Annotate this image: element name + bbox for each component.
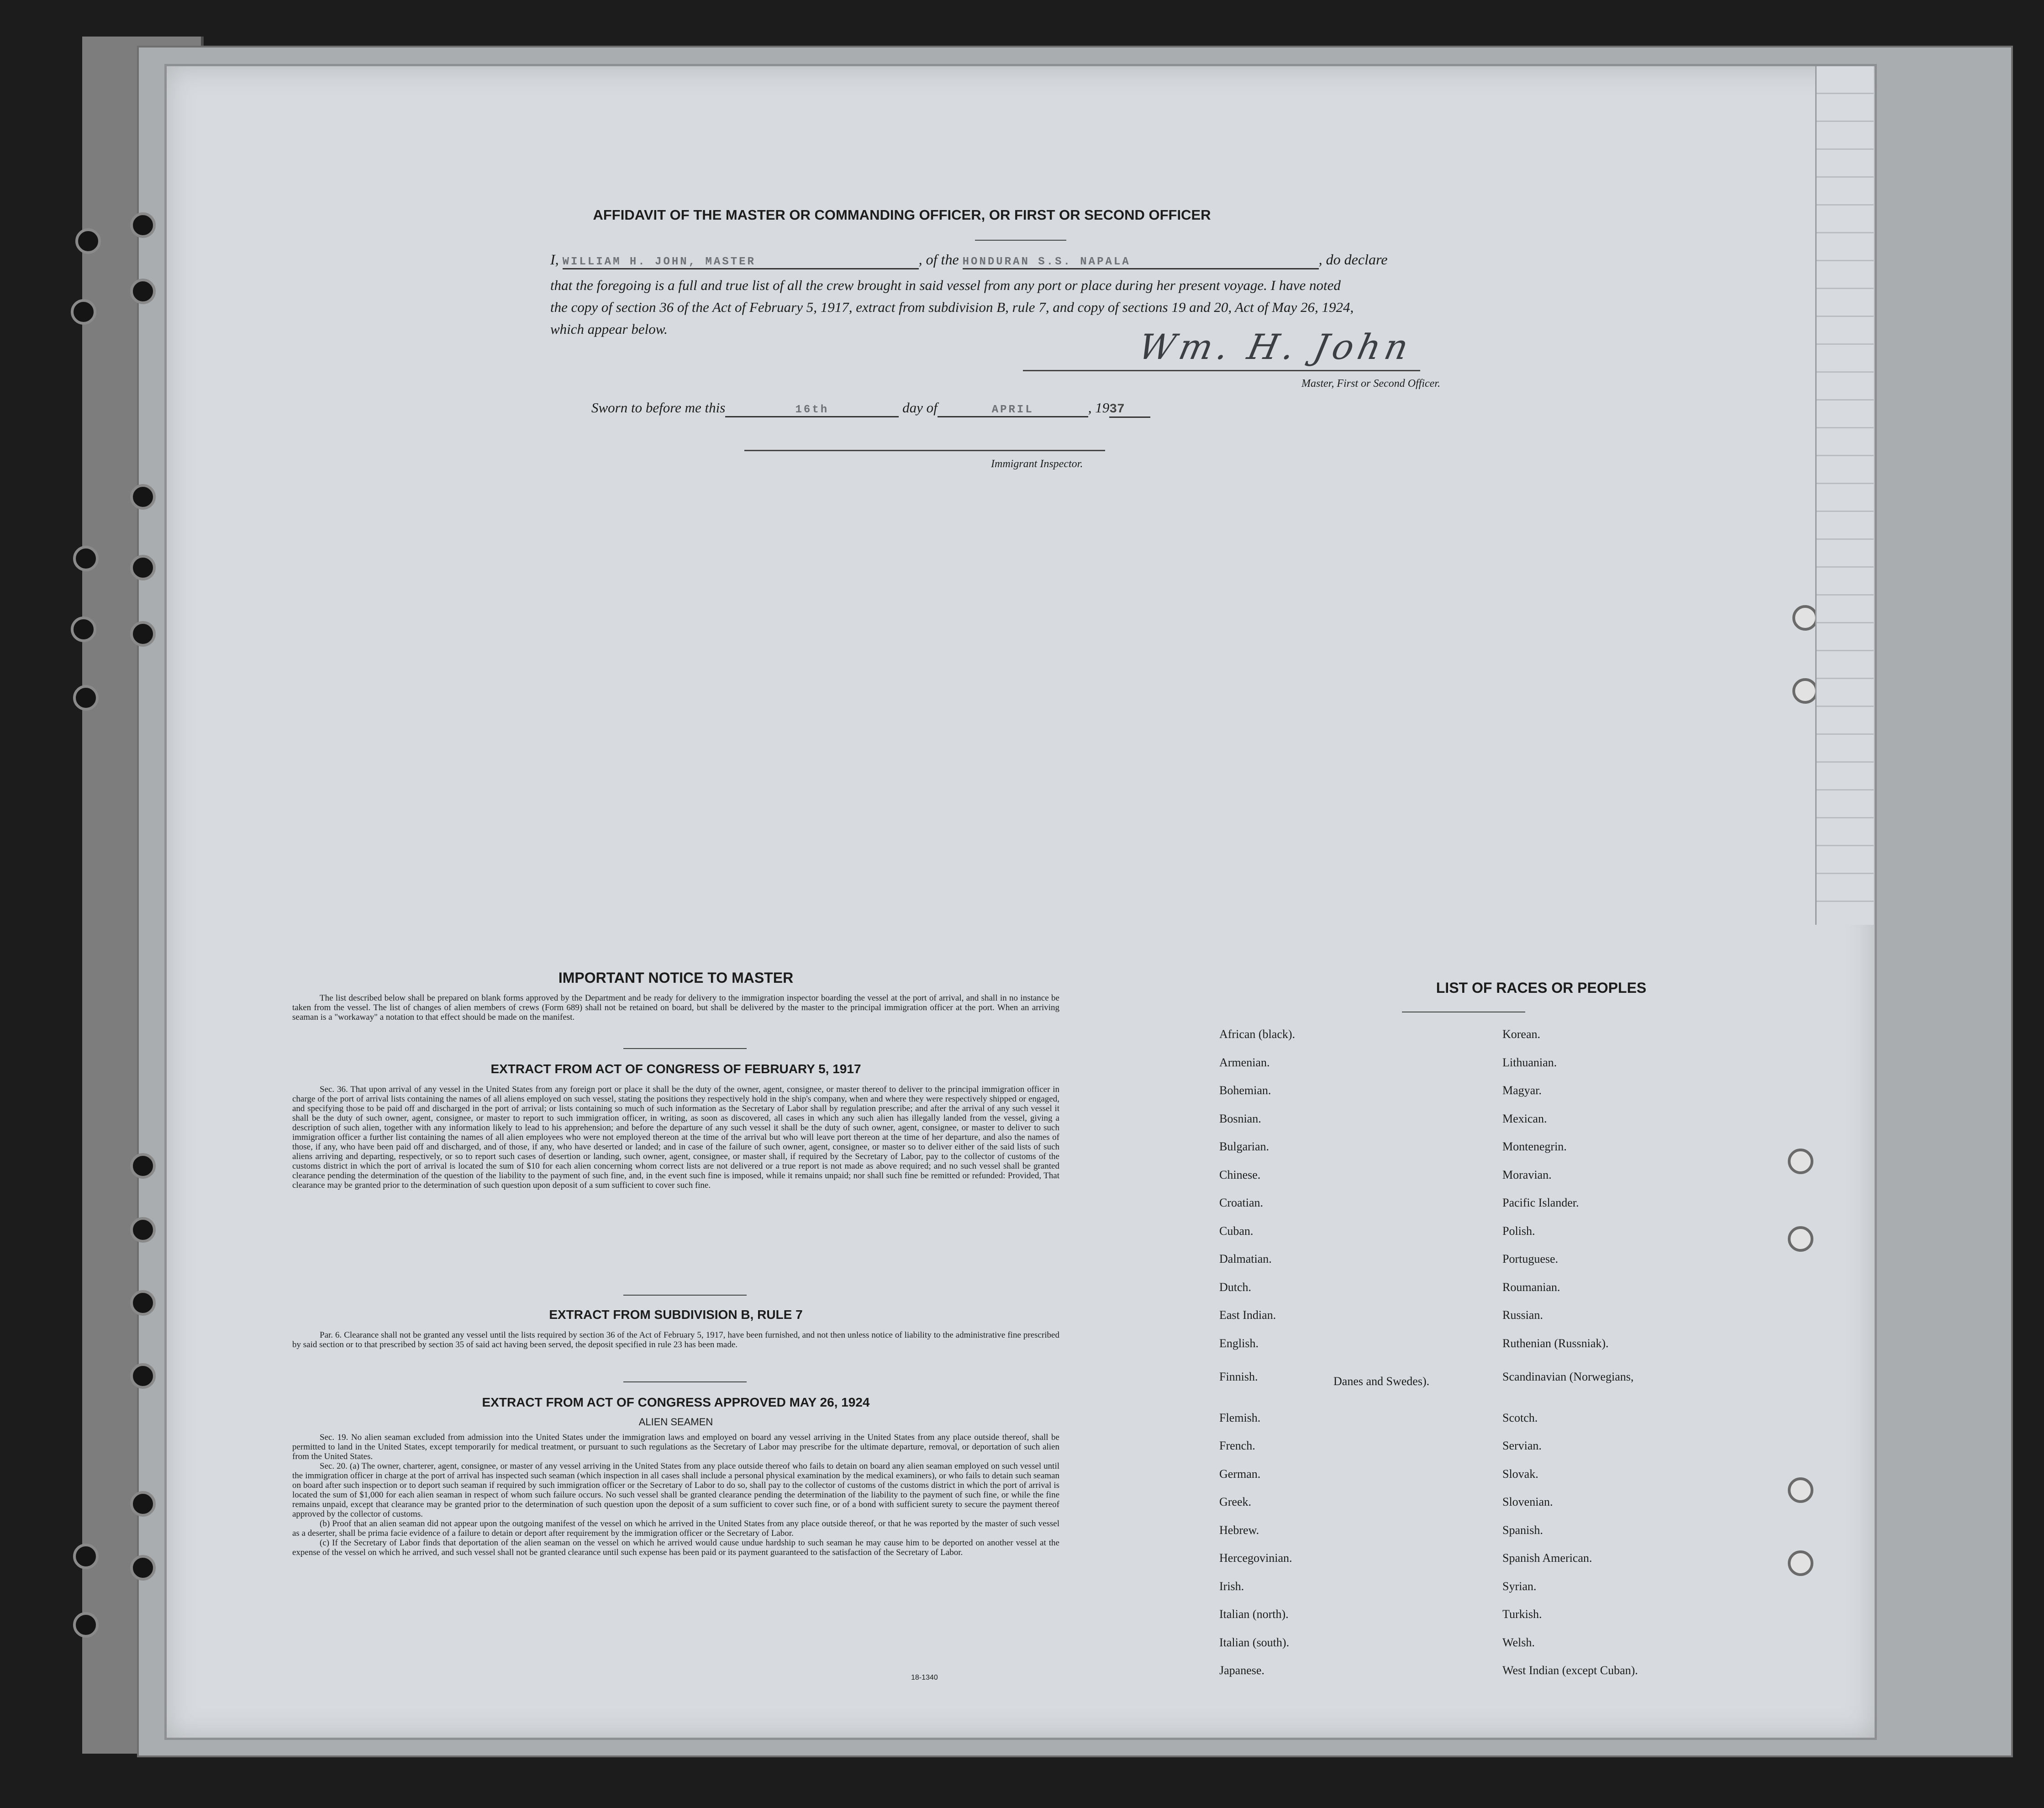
race-item-continuation: Danes and Swedes).: [1333, 1375, 1430, 1388]
extract-1917-text: [292, 1085, 1059, 1190]
race-item-right: Slovak.: [1502, 1467, 1538, 1481]
race-item-right: Russian.: [1502, 1308, 1543, 1322]
master-signature: Wm. H. John: [1135, 327, 1417, 367]
race-item-right: Slovenian.: [1502, 1495, 1553, 1508]
extract-rule7-text: [292, 1330, 1059, 1349]
sworn-day: 16th: [725, 404, 899, 417]
race-item-left: Finnish.: [1219, 1370, 1258, 1383]
punch-hole: [130, 212, 156, 238]
race-item-left: French.: [1219, 1439, 1255, 1452]
race-item-left: Greek.: [1219, 1495, 1252, 1508]
do-declare-label: , do declare: [1318, 251, 1388, 268]
race-item-right: Montenegrin.: [1502, 1140, 1567, 1153]
race-item-right: Lithuanian.: [1502, 1055, 1557, 1069]
punch-hole: [1792, 605, 1818, 631]
race-item-left: Italian (south).: [1219, 1635, 1290, 1649]
race-item-left: Bohemian.: [1219, 1084, 1271, 1097]
race-item-left: English.: [1219, 1336, 1259, 1350]
punch-hole: [130, 1363, 156, 1389]
race-item-left: German.: [1219, 1467, 1261, 1481]
race-item-left: Armenian.: [1219, 1055, 1270, 1069]
sec-20a-paragraph: Sec. 20. (a) The owner, charterer, agent, consignee, or master of any vessel arriving in the United States from any place outside thereof who fails to detain on board any alien seaman employed on such vessel until the immigration officer in charge at the port of arrival has inspected such seaman (which inspection in all cases shall include a personal physical examination by the medical examiners), or who fails to detain such seaman on board after such inspection or to deport such seaman if required by such immigration officer or the Secretary of Labor to do so, shall pay to the collector of customs of the customs district in which the port of arrival is located the sum of $1,000 for each alien seaman in respect of whom such failure occurs. No such vessel shall be granted clearance pending the determination of the liability to the payment of such fine, or while the fine remains unpaid, except that clearance may be granted prior to the determination of such question upon the deposit of a sum sufficient to cover such fine, or of a bond with sufficient surety to secure the payment thereof approved by the collector of customs.: [292, 1461, 1059, 1519]
race-item-right: Portuguese.: [1502, 1252, 1559, 1265]
race-item-left: Hercegovinian.: [1219, 1551, 1292, 1565]
punch-hole: [130, 484, 156, 510]
race-item-right: Ruthenian (Russniak).: [1502, 1336, 1609, 1350]
margin-strip: [1815, 66, 1874, 925]
vessel-name: HONDURAN S.S. NAPALA: [963, 256, 1319, 269]
race-item-right: Scotch.: [1502, 1411, 1538, 1424]
race-item-right: Turkish.: [1502, 1608, 1542, 1621]
notice-text: [292, 993, 1059, 1022]
signer-caption: Master, First or Second Officer.: [1301, 378, 1440, 390]
race-item-left: Bulgarian.: [1219, 1140, 1270, 1153]
race-item-right: Pacific Islander.: [1502, 1196, 1579, 1209]
binder-hole: [73, 685, 99, 711]
extract-1917-title: EXTRACT FROM ACT OF CONGRESS OF FEBRUARY 5, 1917: [490, 1062, 861, 1076]
sworn-year: 37: [1109, 402, 1150, 418]
race-item-left: Irish.: [1219, 1579, 1244, 1593]
race-item-left: Cuban.: [1219, 1224, 1254, 1238]
title-rule: [975, 240, 1066, 241]
punch-hole: [1788, 1477, 1813, 1503]
affidavit-title: AFFIDAVIT OF THE MASTER OR COMMANDING OFFICER, OR FIRST OR SECOND OFFICER: [593, 207, 1211, 223]
inspector-line: [744, 450, 1105, 451]
extract-1924-title: EXTRACT FROM ACT OF CONGRESS APPROVED MAY 26, 1924: [482, 1395, 870, 1409]
binder-hole: [71, 617, 96, 642]
race-item-right: Scandinavian (Norwegians,: [1502, 1370, 1634, 1383]
race-item-left: Dutch.: [1219, 1280, 1252, 1294]
race-item-right: Korean.: [1502, 1028, 1541, 1041]
race-item-right: Syrian.: [1502, 1579, 1537, 1593]
binder-hole: [73, 546, 99, 571]
race-item-left: Hebrew.: [1219, 1523, 1259, 1537]
sworn-prefix: Sworn to before me this: [591, 400, 726, 416]
sworn-line: [591, 400, 1150, 418]
punch-hole: [1788, 1550, 1813, 1576]
race-item-left: Chinese.: [1219, 1168, 1261, 1181]
punch-hole: [130, 555, 156, 580]
extract-1924-text: [292, 1433, 1059, 1557]
races-title: LIST OF RACES OR PEOPLES: [1436, 980, 1647, 996]
race-item-left: East Indian.: [1219, 1308, 1276, 1322]
punch-hole: [130, 1217, 156, 1243]
race-item-left: African (black).: [1219, 1028, 1296, 1041]
punch-hole: [130, 621, 156, 647]
binder-hole: [71, 299, 96, 325]
punch-hole: [130, 1290, 156, 1316]
punch-hole: [1792, 678, 1818, 704]
of-the-label: , of the: [918, 251, 959, 268]
race-item-right: Moravian.: [1502, 1168, 1552, 1181]
day-of-label: day of: [902, 400, 938, 416]
section-rule: [623, 1381, 747, 1382]
race-item-left: Bosnian.: [1219, 1112, 1261, 1125]
race-item-left: Italian (north).: [1219, 1608, 1289, 1621]
race-item-right: Spanish American.: [1502, 1551, 1592, 1565]
punch-hole: [1788, 1149, 1813, 1174]
section-rule: [623, 1295, 747, 1296]
sec-20b-paragraph: (b) Proof that an alien seaman did not appear upon the outgoing manifest of the vessel on which he arrived in the United States from any place outside thereof, or that he was reported by the master of such vessel as a deserter, shall be prima facie evidence of a failure to detain or deport after requirement by the immigration officer or the Secretary of Labor.: [292, 1519, 1059, 1538]
notice-title: IMPORTANT NOTICE TO MASTER: [558, 970, 794, 986]
i-label: I,: [550, 251, 559, 268]
par-6-paragraph: Par. 6. Clearance shall not be granted any vessel until the lists required by section 36 of the Act of February 5, 1917, have been furnished, and not then unless notice of liability to the administrative fine prescribed by said section or to that prescribed by section 35 of said act having been served, the deposit specified in rule 23 has been made.: [292, 1330, 1059, 1349]
race-item-left: Croatian.: [1219, 1196, 1264, 1209]
declaration-line-4: which appear below.: [550, 321, 668, 337]
punch-hole: [130, 1491, 156, 1517]
inspector-caption: Immigrant Inspector.: [991, 458, 1083, 470]
race-item-left: Dalmatian.: [1219, 1252, 1272, 1265]
declaration-line-3: the copy of section 36 of the Act of February 5, 1917, extract from subdivision B, rule 7, and copy of sections 19 and 20, Act of May 26, 1924,: [550, 299, 1354, 315]
form-number: 18-1340: [911, 1674, 938, 1681]
declaration-line-2: that the foregoing is a full and true list of all the crew brought in said vessel from any port or place during her present voyage. I have noted: [550, 277, 1341, 293]
punch-hole: [130, 1153, 156, 1179]
race-item-right: West Indian (except Cuban).: [1502, 1664, 1638, 1677]
manifest-page: [164, 64, 1877, 1740]
year-prefix: , 19: [1088, 400, 1110, 416]
race-item-left: Flemish.: [1219, 1411, 1261, 1424]
punch-hole: [130, 1555, 156, 1581]
race-item-right: Magyar.: [1502, 1084, 1542, 1097]
declarant-name: WILLIAM H. JOHN, MASTER: [563, 256, 919, 269]
race-item-right: Mexican.: [1502, 1112, 1547, 1125]
notice-paragraph: The list described below shall be prepared on blank forms approved by the Department and be ready for delivery to the immigration inspector boarding the vessel at the port of arrival, and shall in no instance be taken from the vessel. The list of changes of alien members of crews (Form 689) shall not be retained on board, but shall be delivered by the master to the principal immigration officer at the port. When an arriving seaman is a "workaway" a notation to that effect should be made on the manifest.: [292, 993, 1059, 1022]
sworn-month: APRIL: [938, 404, 1088, 417]
race-item-right: Roumanian.: [1502, 1280, 1560, 1294]
extract-rule7-title: EXTRACT FROM SUBDIVISION B, RULE 7: [549, 1307, 803, 1322]
race-item-right: Spanish.: [1502, 1523, 1543, 1537]
binder-hole: [73, 1544, 99, 1569]
declaration-line-1: [550, 251, 1646, 269]
race-item-left: Japanese.: [1219, 1664, 1264, 1677]
section-36-paragraph: Sec. 36. That upon arrival of any vessel in the United States from any foreign port or place it shall be the duty of the owner, agent, consignee, or master thereof to deliver to the principal immigration officer in charge of the port of arrival lists containing the names of all aliens employed on such vessel, stating the positions they respectively hold in the ship's company, when and where they were respectively shipped or engaged, and specifying those to be paid off and discharged in the port of arrival; or lists containing so much of such information as the Secretary of Labor shall by regulation prescribe; and after the arrival of any such vessel it shall be the duty of such owner, agent, consignee, or master to report to such immigration officer, in writing, as soon as discovered, all cases in which any such alien has illegally landed from the vessel, giving a description of such alien, together with any information likely to lead to his apprehension; and before the departure of any such vessel it shall be the duty of such owner, agent, consignee, or master to deliver to such immigration officer a further list containing the names of all alien employees who were not employed thereon at the time of the arrival but who will leave port thereon at the time of her departure, and also the names of those, if any, who have been paid off and discharged, and of those, if any, who have deserted or landed; and in case of the failure of such owner, agent, consignee, or master so to deliver either of the said lists of such aliens arriving and departing, respectively, or so to report such cases of desertion or landing, such owner, agent, consignee, or master shall, if required by the Secretary of Labor, pay to the collector of customs of the customs district in which the port of arrival is located the sum of $10 for each alien concerning whom correct lists are not delivered or a true report is not made as above required; and no such vessel shall be granted clearance pending the determination of the question of the liability to the payment of such fine, and, in the event such fine is imposed, while it remains unpaid; nor shall such fine be remitted or refunded: Provided, That clearance may be granted prior to the determination of such question upon deposit of a sum sufficient to cover such fine.: [292, 1085, 1059, 1190]
race-item-right: Welsh.: [1502, 1635, 1535, 1649]
alien-seamen-subtitle: ALIEN SEAMEN: [638, 1416, 713, 1428]
punch-hole: [130, 279, 156, 304]
race-item-right: Polish.: [1502, 1224, 1535, 1238]
section-rule: [623, 1048, 747, 1049]
race-item-right: Servian.: [1502, 1439, 1542, 1452]
binder-hole: [75, 228, 101, 254]
binder-hole: [73, 1612, 99, 1638]
punch-hole: [1788, 1226, 1813, 1252]
sec-19-paragraph: Sec. 19. No alien seaman excluded from admission into the United States under the immigration laws and employed on board any vessel arriving in the United States from any place outside thereof, shall be permitted to land in the United States, except temporarily for medical treatment, or pursuant to such regulations as the Secretary of Labor may prescribe for the ultimate departure, removal, or deportation of such alien from the United States.: [292, 1433, 1059, 1461]
signature-line: [1023, 370, 1420, 371]
sec-20c-paragraph: (c) If the Secretary of Labor finds that deportation of the alien seaman on the vessel on which he arrived would cause undue hardship to such seaman he may cause him to be deported on another vessel at the expense of the vessel on which he arrived, and such vessel shall not be granted clearance until such expense has been paid or its payment guaranteed to the satisfaction of the Secretary of Labor.: [292, 1538, 1059, 1557]
